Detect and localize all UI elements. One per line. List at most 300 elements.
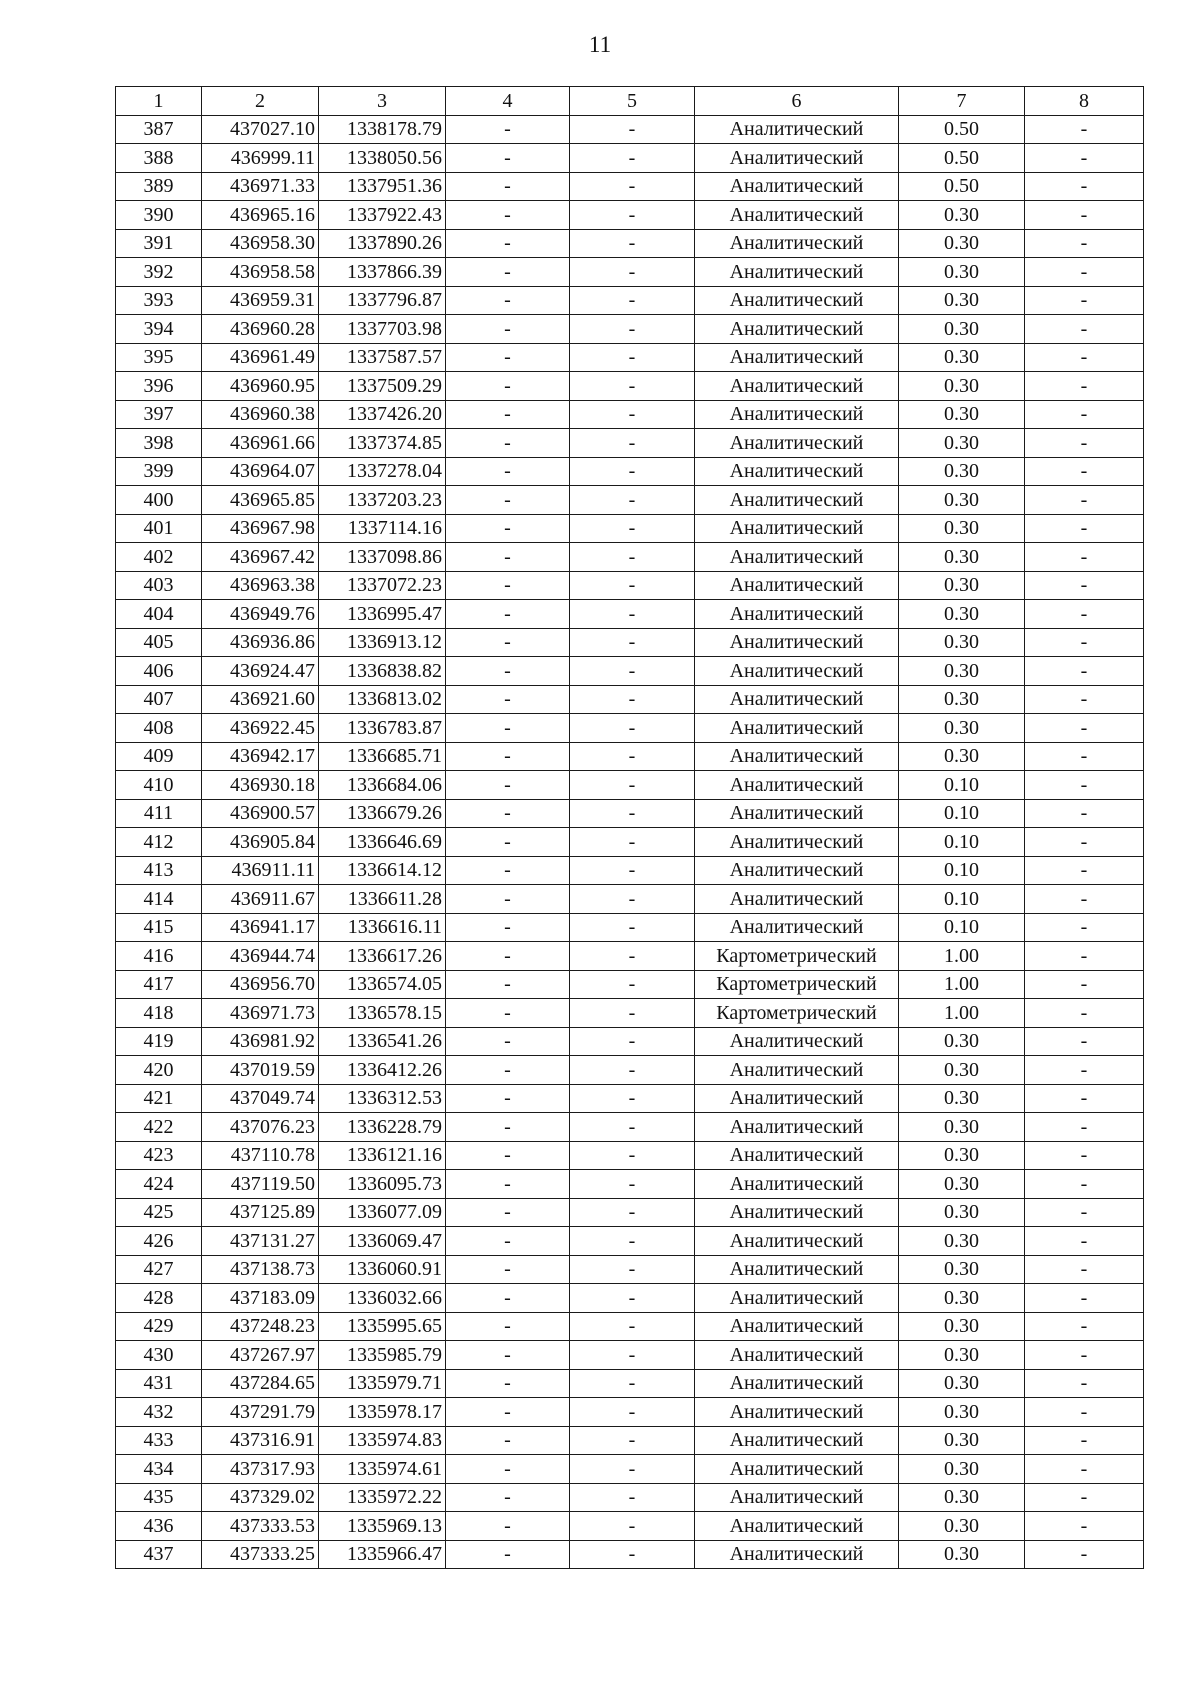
y-coordinate-cell: 1337426.20 bbox=[319, 400, 446, 429]
table-row bbox=[116, 1312, 1144, 1341]
point-number-cell: 424 bbox=[116, 1170, 202, 1199]
point-number-cell: 414 bbox=[116, 885, 202, 914]
point-number-cell: 420 bbox=[116, 1056, 202, 1085]
column-4-cell: - bbox=[446, 1056, 570, 1085]
column-8-cell: - bbox=[1025, 771, 1144, 800]
x-coordinate-cell: 437125.89 bbox=[202, 1198, 319, 1227]
column-5-cell: - bbox=[570, 685, 695, 714]
method-cell: Аналитический bbox=[695, 714, 899, 743]
column-header: 3 bbox=[319, 87, 446, 116]
x-coordinate-cell: 436961.66 bbox=[202, 429, 319, 458]
table-row bbox=[116, 1341, 1144, 1370]
method-cell: Аналитический bbox=[695, 1198, 899, 1227]
table-row bbox=[116, 1170, 1144, 1199]
column-8-cell: - bbox=[1025, 543, 1144, 572]
table-row bbox=[116, 856, 1144, 885]
x-coordinate-cell: 436944.74 bbox=[202, 942, 319, 971]
column-8-cell: - bbox=[1025, 172, 1144, 201]
column-4-cell: - bbox=[446, 942, 570, 971]
accuracy-cell: 0.30 bbox=[899, 1426, 1025, 1455]
column-4-cell: - bbox=[446, 799, 570, 828]
column-8-cell: - bbox=[1025, 1084, 1144, 1113]
accuracy-cell: 0.30 bbox=[899, 714, 1025, 743]
column-header: 6 bbox=[695, 87, 899, 116]
y-coordinate-cell: 1337509.29 bbox=[319, 372, 446, 401]
column-4-cell: - bbox=[446, 286, 570, 315]
y-coordinate-cell: 1336578.15 bbox=[319, 999, 446, 1028]
column-8-cell: - bbox=[1025, 913, 1144, 942]
column-5-cell: - bbox=[570, 1512, 695, 1541]
column-8-cell: - bbox=[1025, 970, 1144, 999]
x-coordinate-cell: 437131.27 bbox=[202, 1227, 319, 1256]
method-cell: Аналитический bbox=[695, 1540, 899, 1569]
x-coordinate-cell: 437284.65 bbox=[202, 1369, 319, 1398]
column-5-cell: - bbox=[570, 1284, 695, 1313]
accuracy-cell: 0.30 bbox=[899, 1369, 1025, 1398]
accuracy-cell: 0.30 bbox=[899, 1056, 1025, 1085]
method-cell: Аналитический bbox=[695, 286, 899, 315]
x-coordinate-cell: 437267.97 bbox=[202, 1341, 319, 1370]
column-4-cell: - bbox=[446, 1113, 570, 1142]
y-coordinate-cell: 1335974.61 bbox=[319, 1455, 446, 1484]
point-number-cell: 433 bbox=[116, 1426, 202, 1455]
x-coordinate-cell: 436964.07 bbox=[202, 457, 319, 486]
point-number-cell: 400 bbox=[116, 486, 202, 515]
method-cell: Аналитический bbox=[695, 543, 899, 572]
method-cell: Картометрический bbox=[695, 970, 899, 999]
x-coordinate-cell: 436949.76 bbox=[202, 600, 319, 629]
x-coordinate-cell: 436999.11 bbox=[202, 144, 319, 173]
column-8-cell: - bbox=[1025, 486, 1144, 515]
point-number-cell: 434 bbox=[116, 1455, 202, 1484]
method-cell: Аналитический bbox=[695, 657, 899, 686]
point-number-cell: 412 bbox=[116, 828, 202, 857]
column-4-cell: - bbox=[446, 543, 570, 572]
table-row bbox=[116, 685, 1144, 714]
point-number-cell: 387 bbox=[116, 115, 202, 144]
column-5-cell: - bbox=[570, 1198, 695, 1227]
column-8-cell: - bbox=[1025, 514, 1144, 543]
column-8-cell: - bbox=[1025, 1512, 1144, 1541]
column-8-cell: - bbox=[1025, 144, 1144, 173]
y-coordinate-cell: 1336312.53 bbox=[319, 1084, 446, 1113]
method-cell: Аналитический bbox=[695, 1056, 899, 1085]
column-5-cell: - bbox=[570, 657, 695, 686]
x-coordinate-cell: 436936.86 bbox=[202, 628, 319, 657]
table-row bbox=[116, 1113, 1144, 1142]
table-row bbox=[116, 970, 1144, 999]
column-5-cell: - bbox=[570, 315, 695, 344]
point-number-cell: 398 bbox=[116, 429, 202, 458]
y-coordinate-cell: 1335979.71 bbox=[319, 1369, 446, 1398]
column-5-cell: - bbox=[570, 799, 695, 828]
point-number-cell: 430 bbox=[116, 1341, 202, 1370]
column-5-cell: - bbox=[570, 1255, 695, 1284]
column-5-cell: - bbox=[570, 1398, 695, 1427]
point-number-cell: 432 bbox=[116, 1398, 202, 1427]
y-coordinate-cell: 1335995.65 bbox=[319, 1312, 446, 1341]
y-coordinate-cell: 1336412.26 bbox=[319, 1056, 446, 1085]
table-row bbox=[116, 1227, 1144, 1256]
column-4-cell: - bbox=[446, 742, 570, 771]
y-coordinate-cell: 1337866.39 bbox=[319, 258, 446, 287]
column-8-cell: - bbox=[1025, 1227, 1144, 1256]
point-number-cell: 427 bbox=[116, 1255, 202, 1284]
point-number-cell: 397 bbox=[116, 400, 202, 429]
method-cell: Аналитический bbox=[695, 1455, 899, 1484]
column-5-cell: - bbox=[570, 286, 695, 315]
x-coordinate-cell: 436911.11 bbox=[202, 856, 319, 885]
column-8-cell: - bbox=[1025, 258, 1144, 287]
y-coordinate-cell: 1337703.98 bbox=[319, 315, 446, 344]
table-row bbox=[116, 1056, 1144, 1085]
column-8-cell: - bbox=[1025, 828, 1144, 857]
y-coordinate-cell: 1335972.22 bbox=[319, 1483, 446, 1512]
accuracy-cell: 0.30 bbox=[899, 457, 1025, 486]
accuracy-cell: 0.30 bbox=[899, 1027, 1025, 1056]
accuracy-cell: 0.30 bbox=[899, 1483, 1025, 1512]
column-5-cell: - bbox=[570, 970, 695, 999]
column-8-cell: - bbox=[1025, 999, 1144, 1028]
table-header bbox=[116, 87, 1144, 116]
column-8-cell: - bbox=[1025, 115, 1144, 144]
table-row bbox=[116, 657, 1144, 686]
accuracy-cell: 0.30 bbox=[899, 1312, 1025, 1341]
accuracy-cell: 0.10 bbox=[899, 856, 1025, 885]
column-8-cell: - bbox=[1025, 457, 1144, 486]
method-cell: Аналитический bbox=[695, 600, 899, 629]
table-row bbox=[116, 1369, 1144, 1398]
x-coordinate-cell: 436941.17 bbox=[202, 913, 319, 942]
y-coordinate-cell: 1336069.47 bbox=[319, 1227, 446, 1256]
method-cell: Аналитический bbox=[695, 1341, 899, 1370]
y-coordinate-cell: 1337203.23 bbox=[319, 486, 446, 515]
column-5-cell: - bbox=[570, 400, 695, 429]
column-4-cell: - bbox=[446, 714, 570, 743]
column-5-cell: - bbox=[570, 1084, 695, 1113]
x-coordinate-cell: 436965.85 bbox=[202, 486, 319, 515]
point-number-cell: 406 bbox=[116, 657, 202, 686]
x-coordinate-cell: 436960.28 bbox=[202, 315, 319, 344]
point-number-cell: 410 bbox=[116, 771, 202, 800]
column-5-cell: - bbox=[570, 771, 695, 800]
accuracy-cell: 0.30 bbox=[899, 1398, 1025, 1427]
column-5-cell: - bbox=[570, 571, 695, 600]
column-5-cell: - bbox=[570, 942, 695, 971]
y-coordinate-cell: 1336060.91 bbox=[319, 1255, 446, 1284]
column-4-cell: - bbox=[446, 1312, 570, 1341]
method-cell: Аналитический bbox=[695, 1027, 899, 1056]
y-coordinate-cell: 1336574.05 bbox=[319, 970, 446, 999]
method-cell: Аналитический bbox=[695, 172, 899, 201]
accuracy-cell: 1.00 bbox=[899, 942, 1025, 971]
column-4-cell: - bbox=[446, 258, 570, 287]
column-4-cell: - bbox=[446, 970, 570, 999]
method-cell: Аналитический bbox=[695, 258, 899, 287]
method-cell: Аналитический bbox=[695, 343, 899, 372]
column-5-cell: - bbox=[570, 1455, 695, 1484]
column-8-cell: - bbox=[1025, 714, 1144, 743]
table-row bbox=[116, 1398, 1144, 1427]
point-number-cell: 435 bbox=[116, 1483, 202, 1512]
accuracy-cell: 0.30 bbox=[899, 514, 1025, 543]
method-cell: Аналитический bbox=[695, 742, 899, 771]
table-row bbox=[116, 571, 1144, 600]
point-number-cell: 408 bbox=[116, 714, 202, 743]
accuracy-cell: 0.10 bbox=[899, 771, 1025, 800]
point-number-cell: 393 bbox=[116, 286, 202, 315]
column-8-cell: - bbox=[1025, 372, 1144, 401]
column-4-cell: - bbox=[446, 657, 570, 686]
column-8-cell: - bbox=[1025, 885, 1144, 914]
y-coordinate-cell: 1336913.12 bbox=[319, 628, 446, 657]
column-4-cell: - bbox=[446, 1398, 570, 1427]
column-4-cell: - bbox=[446, 229, 570, 258]
method-cell: Аналитический bbox=[695, 1483, 899, 1512]
accuracy-cell: 0.30 bbox=[899, 1227, 1025, 1256]
column-4-cell: - bbox=[446, 1141, 570, 1170]
point-number-cell: 426 bbox=[116, 1227, 202, 1256]
x-coordinate-cell: 436922.45 bbox=[202, 714, 319, 743]
column-8-cell: - bbox=[1025, 742, 1144, 771]
x-coordinate-cell: 437076.23 bbox=[202, 1113, 319, 1142]
column-4-cell: - bbox=[446, 628, 570, 657]
method-cell: Аналитический bbox=[695, 400, 899, 429]
point-number-cell: 413 bbox=[116, 856, 202, 885]
method-cell: Аналитический bbox=[695, 144, 899, 173]
point-number-cell: 404 bbox=[116, 600, 202, 629]
column-5-cell: - bbox=[570, 429, 695, 458]
table-row bbox=[116, 1027, 1144, 1056]
method-cell: Аналитический bbox=[695, 229, 899, 258]
y-coordinate-cell: 1337796.87 bbox=[319, 286, 446, 315]
table-row bbox=[116, 628, 1144, 657]
y-coordinate-cell: 1337072.23 bbox=[319, 571, 446, 600]
column-header: 1 bbox=[116, 87, 202, 116]
table-row bbox=[116, 543, 1144, 572]
method-cell: Аналитический bbox=[695, 1426, 899, 1455]
accuracy-cell: 0.30 bbox=[899, 258, 1025, 287]
accuracy-cell: 0.30 bbox=[899, 742, 1025, 771]
column-5-cell: - bbox=[570, 885, 695, 914]
point-number-cell: 394 bbox=[116, 315, 202, 344]
point-number-cell: 391 bbox=[116, 229, 202, 258]
table-row bbox=[116, 286, 1144, 315]
table-row bbox=[116, 913, 1144, 942]
point-number-cell: 415 bbox=[116, 913, 202, 942]
y-coordinate-cell: 1338050.56 bbox=[319, 144, 446, 173]
column-8-cell: - bbox=[1025, 628, 1144, 657]
accuracy-cell: 0.30 bbox=[899, 1341, 1025, 1370]
accuracy-cell: 0.30 bbox=[899, 229, 1025, 258]
x-coordinate-cell: 436930.18 bbox=[202, 771, 319, 800]
point-number-cell: 396 bbox=[116, 372, 202, 401]
method-cell: Аналитический bbox=[695, 372, 899, 401]
method-cell: Картометрический bbox=[695, 999, 899, 1028]
header-row bbox=[116, 87, 1144, 116]
method-cell: Аналитический bbox=[695, 1284, 899, 1313]
method-cell: Аналитический bbox=[695, 1255, 899, 1284]
table-row bbox=[116, 714, 1144, 743]
column-4-cell: - bbox=[446, 400, 570, 429]
method-cell: Аналитический bbox=[695, 571, 899, 600]
y-coordinate-cell: 1336611.28 bbox=[319, 885, 446, 914]
table-row bbox=[116, 742, 1144, 771]
accuracy-cell: 0.10 bbox=[899, 828, 1025, 857]
column-8-cell: - bbox=[1025, 1027, 1144, 1056]
column-5-cell: - bbox=[570, 600, 695, 629]
column-header: 8 bbox=[1025, 87, 1144, 116]
column-5-cell: - bbox=[570, 172, 695, 201]
column-4-cell: - bbox=[446, 913, 570, 942]
method-cell: Аналитический bbox=[695, 913, 899, 942]
accuracy-cell: 1.00 bbox=[899, 970, 1025, 999]
table-row bbox=[116, 999, 1144, 1028]
point-number-cell: 422 bbox=[116, 1113, 202, 1142]
y-coordinate-cell: 1337114.16 bbox=[319, 514, 446, 543]
y-coordinate-cell: 1335966.47 bbox=[319, 1540, 446, 1569]
x-coordinate-cell: 436911.67 bbox=[202, 885, 319, 914]
point-number-cell: 425 bbox=[116, 1198, 202, 1227]
method-cell: Аналитический bbox=[695, 115, 899, 144]
accuracy-cell: 0.30 bbox=[899, 1284, 1025, 1313]
column-4-cell: - bbox=[446, 1255, 570, 1284]
table-row bbox=[116, 799, 1144, 828]
x-coordinate-cell: 437329.02 bbox=[202, 1483, 319, 1512]
table-row bbox=[116, 1455, 1144, 1484]
column-5-cell: - bbox=[570, 144, 695, 173]
table-row bbox=[116, 1426, 1144, 1455]
x-coordinate-cell: 437316.91 bbox=[202, 1426, 319, 1455]
column-8-cell: - bbox=[1025, 856, 1144, 885]
column-8-cell: - bbox=[1025, 343, 1144, 372]
column-5-cell: - bbox=[570, 856, 695, 885]
x-coordinate-cell: 437317.93 bbox=[202, 1455, 319, 1484]
y-coordinate-cell: 1336838.82 bbox=[319, 657, 446, 686]
column-4-cell: - bbox=[446, 1170, 570, 1199]
table-row bbox=[116, 1084, 1144, 1113]
y-coordinate-cell: 1337922.43 bbox=[319, 201, 446, 230]
column-5-cell: - bbox=[570, 1141, 695, 1170]
y-coordinate-cell: 1337098.86 bbox=[319, 543, 446, 572]
method-cell: Аналитический bbox=[695, 1084, 899, 1113]
method-cell: Аналитический bbox=[695, 201, 899, 230]
column-8-cell: - bbox=[1025, 1284, 1144, 1313]
method-cell: Аналитический bbox=[695, 685, 899, 714]
table-row bbox=[116, 1255, 1144, 1284]
column-4-cell: - bbox=[446, 1284, 570, 1313]
y-coordinate-cell: 1336813.02 bbox=[319, 685, 446, 714]
point-number-cell: 419 bbox=[116, 1027, 202, 1056]
column-header: 5 bbox=[570, 87, 695, 116]
y-coordinate-cell: 1336616.11 bbox=[319, 913, 446, 942]
method-cell: Аналитический bbox=[695, 514, 899, 543]
y-coordinate-cell: 1336646.69 bbox=[319, 828, 446, 857]
x-coordinate-cell: 436959.31 bbox=[202, 286, 319, 315]
column-header: 4 bbox=[446, 87, 570, 116]
column-5-cell: - bbox=[570, 714, 695, 743]
column-5-cell: - bbox=[570, 1027, 695, 1056]
y-coordinate-cell: 1336121.16 bbox=[319, 1141, 446, 1170]
method-cell: Картометрический bbox=[695, 942, 899, 971]
column-5-cell: - bbox=[570, 457, 695, 486]
accuracy-cell: 0.30 bbox=[899, 685, 1025, 714]
column-5-cell: - bbox=[570, 343, 695, 372]
accuracy-cell: 1.00 bbox=[899, 999, 1025, 1028]
point-number-cell: 401 bbox=[116, 514, 202, 543]
x-coordinate-cell: 437333.25 bbox=[202, 1540, 319, 1569]
column-4-cell: - bbox=[446, 115, 570, 144]
accuracy-cell: 0.30 bbox=[899, 1455, 1025, 1484]
column-5-cell: - bbox=[570, 1483, 695, 1512]
x-coordinate-cell: 437333.53 bbox=[202, 1512, 319, 1541]
accuracy-cell: 0.30 bbox=[899, 286, 1025, 315]
method-cell: Аналитический bbox=[695, 828, 899, 857]
column-5-cell: - bbox=[570, 999, 695, 1028]
column-8-cell: - bbox=[1025, 1255, 1144, 1284]
x-coordinate-cell: 436900.57 bbox=[202, 799, 319, 828]
column-5-cell: - bbox=[570, 201, 695, 230]
point-number-cell: 403 bbox=[116, 571, 202, 600]
column-4-cell: - bbox=[446, 372, 570, 401]
column-4-cell: - bbox=[446, 343, 570, 372]
table-row bbox=[116, 229, 1144, 258]
column-8-cell: - bbox=[1025, 201, 1144, 230]
column-5-cell: - bbox=[570, 115, 695, 144]
method-cell: Аналитический bbox=[695, 315, 899, 344]
accuracy-cell: 0.30 bbox=[899, 372, 1025, 401]
accuracy-cell: 0.30 bbox=[899, 201, 1025, 230]
point-number-cell: 402 bbox=[116, 543, 202, 572]
column-4-cell: - bbox=[446, 457, 570, 486]
accuracy-cell: 0.10 bbox=[899, 913, 1025, 942]
method-cell: Аналитический bbox=[695, 628, 899, 657]
y-coordinate-cell: 1336077.09 bbox=[319, 1198, 446, 1227]
x-coordinate-cell: 436971.73 bbox=[202, 999, 319, 1028]
accuracy-cell: 0.30 bbox=[899, 400, 1025, 429]
column-5-cell: - bbox=[570, 828, 695, 857]
x-coordinate-cell: 436924.47 bbox=[202, 657, 319, 686]
column-4-cell: - bbox=[446, 856, 570, 885]
table-row bbox=[116, 942, 1144, 971]
accuracy-cell: 0.30 bbox=[899, 1512, 1025, 1541]
x-coordinate-cell: 436965.16 bbox=[202, 201, 319, 230]
column-8-cell: - bbox=[1025, 1312, 1144, 1341]
x-coordinate-cell: 437110.78 bbox=[202, 1141, 319, 1170]
column-4-cell: - bbox=[446, 1341, 570, 1370]
point-number-cell: 390 bbox=[116, 201, 202, 230]
x-coordinate-cell: 436967.42 bbox=[202, 543, 319, 572]
column-4-cell: - bbox=[446, 315, 570, 344]
point-number-cell: 417 bbox=[116, 970, 202, 999]
column-4-cell: - bbox=[446, 885, 570, 914]
accuracy-cell: 0.30 bbox=[899, 486, 1025, 515]
table-row bbox=[116, 201, 1144, 230]
y-coordinate-cell: 1337278.04 bbox=[319, 457, 446, 486]
x-coordinate-cell: 437138.73 bbox=[202, 1255, 319, 1284]
x-coordinate-cell: 437119.50 bbox=[202, 1170, 319, 1199]
x-coordinate-cell: 437049.74 bbox=[202, 1084, 319, 1113]
y-coordinate-cell: 1337374.85 bbox=[319, 429, 446, 458]
method-cell: Аналитический bbox=[695, 1312, 899, 1341]
column-5-cell: - bbox=[570, 543, 695, 572]
method-cell: Аналитический bbox=[695, 885, 899, 914]
accuracy-cell: 0.30 bbox=[899, 1084, 1025, 1113]
y-coordinate-cell: 1336679.26 bbox=[319, 799, 446, 828]
accuracy-cell: 0.30 bbox=[899, 343, 1025, 372]
column-8-cell: - bbox=[1025, 571, 1144, 600]
column-8-cell: - bbox=[1025, 1483, 1144, 1512]
